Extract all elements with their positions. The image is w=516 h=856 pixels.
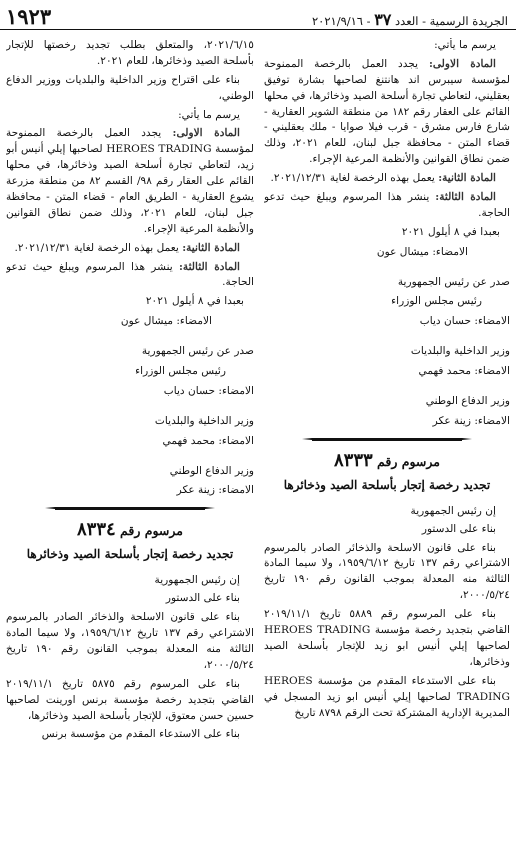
issue-number: ٣٧ bbox=[374, 10, 392, 29]
signature: الامضاء: حسان دياب bbox=[163, 384, 254, 397]
issued-by: صدر عن رئيس الجمهورية bbox=[397, 275, 510, 288]
decree-subject: تجديد رخصة إتجار بأسلحة الصيد وذخائرها bbox=[26, 547, 234, 562]
preamble-line: بناء على الدستور bbox=[165, 592, 240, 605]
signature: الامضاء: محمد فهمي bbox=[162, 434, 254, 447]
article-paragraph bbox=[6, 260, 254, 292]
article-paragraph bbox=[264, 57, 510, 168]
decree-clause: يرسم ما يأتي: bbox=[178, 108, 240, 121]
signature: الامضاء: محمد فهمي bbox=[418, 365, 510, 378]
header-title: الجريدة الرسمية - العدد ٣٧ - ٢٠٢١/٩/١٦ bbox=[311, 10, 508, 29]
section-divider bbox=[312, 438, 462, 441]
signatory-title: رئيس مجلس الوزراء bbox=[391, 295, 482, 308]
article-text: ينشر هذا المرسوم ويبلغ حيث تدعو الحاجة. bbox=[6, 260, 254, 289]
article-heading: المادة الثالثة: bbox=[435, 191, 496, 204]
article-text: يعمل بهذه الرخصة لغاية ٢٠٢١/١٢/٣١. bbox=[270, 172, 435, 185]
signature: الامضاء: حسان دياب bbox=[419, 315, 510, 328]
article-heading: المادة الاولى: bbox=[428, 57, 496, 70]
article-heading: المادة الثانية: bbox=[438, 172, 496, 185]
preamble-paragraph: بناء على الاستدعاء المقدم من مؤسسة HEROES TRADING لصاحبها إيلي أنيس ابو زيد المسجل في المديرية الإدارية المشتركة تحت الرقم ٨٧٩٨ تاريخ bbox=[264, 674, 510, 719]
preamble-paragraph: بناء على الاستدعاء المقدم من مؤسسة برنس bbox=[41, 728, 240, 741]
page-number: ١٩٢٣ bbox=[6, 4, 52, 29]
signature: الامضاء: زينة عكر bbox=[432, 414, 510, 427]
signatory-title: وزير الدفاع الوطني bbox=[169, 464, 254, 477]
preamble-paragraph: بناء على اقتراح وزير الداخلية والبلديات ووزير الدفاع الوطني، bbox=[6, 73, 254, 102]
article-paragraph bbox=[264, 171, 510, 187]
article-heading: المادة الثالثة: bbox=[179, 260, 240, 273]
signatory-title: وزير الداخلية والبلديات bbox=[410, 345, 510, 358]
place-date: بعبدا في ٨ أيلول ٢٠٢١ bbox=[145, 295, 244, 308]
article-paragraph bbox=[6, 241, 254, 257]
gazette-name: الجريدة الرسمية bbox=[429, 14, 508, 28]
signature: الامضاء: ميشال عون bbox=[376, 245, 468, 258]
preamble-paragraph: بناء على قانون الاسلحة والذخائر الصادر بالمرسوم الاشتراعي رقم ١٣٧ تاريخ ١٩٥٩/٦/١٢، ولا سيما المادة الثالثة منه المعدلة بموجب القانون رقم ١٩٠ تاريخ ٢٠٠٠/٥/٢٤، bbox=[6, 611, 254, 671]
article-paragraph bbox=[264, 190, 510, 222]
page-header bbox=[0, 0, 516, 30]
signatory-title: وزير الداخلية والبلديات bbox=[154, 414, 254, 427]
preamble-paragraph: بناء على قانون الاسلحة والذخائر الصادر بالمرسوم الاشتراعي رقم ١٣٧ تاريخ ١٩٥٩/٦/١٢، ولا سيما المادة الثالثة منه المعدلة بموجب القانون رقم ١٩٠ تاريخ ٢٠٠٠/٥/٢٤، bbox=[264, 541, 510, 602]
article-text: ينشر هذا المرسوم ويبلغ حيث تدعو الحاجة. bbox=[264, 191, 510, 219]
continued-paragraph: ٢٠٢١/٦/١٥، والمتعلق بطلب تجديد رخصتها للإتجار بأسلحة الصيد وذخائرها، للعام ٢٠٢١. bbox=[6, 39, 254, 67]
decree-label: مرسوم رقم bbox=[377, 453, 440, 469]
signatory-title: رئيس مجلس الوزراء bbox=[135, 365, 226, 378]
signature: الامضاء: ميشال عون bbox=[120, 315, 212, 328]
decree-heading bbox=[6, 516, 254, 543]
preamble-line: بناء على الدستور bbox=[421, 522, 496, 535]
decree-number: ٨٣٣٤ bbox=[77, 519, 116, 541]
place-date: بعبدا في ٨ أيلول ٢٠٢١ bbox=[401, 225, 500, 238]
issue-label: العدد bbox=[395, 14, 419, 28]
article-text: يجدد العمل بالرخصة الممنوحة لمؤسسة سيبرس اند هانتنغ لصاحبها بشارة توفيق بعقليني، لتعاطي تجارة أسلحة الصيد وذخائرها، في محلها القائم على العقار رقم ١٨٢ من منطقة الشوير العقارية - شارع فارس مشرق - قرب فيلا صوايا - ملك بعقليني - قضاء المتن - محافظة جبل لبنان، للعام ٢٠٢١، وذلك ضمن نطاق القوانين والأنظمة المرعية الإجراء. bbox=[264, 57, 510, 166]
article-paragraph bbox=[6, 126, 254, 237]
preamble-line: إن رئيس الجمهورية bbox=[154, 574, 240, 587]
signature: الامضاء: زينة عكر bbox=[176, 484, 254, 497]
preamble-line: إن رئيس الجمهورية bbox=[410, 504, 496, 517]
decree-subject: تجديد رخصة إتجار بأسلحة الصيد وذخائرها bbox=[283, 477, 491, 492]
decree-heading bbox=[264, 447, 510, 474]
decree-label: مرسوم رقم bbox=[120, 523, 183, 539]
article-heading: المادة الثانية: bbox=[182, 241, 240, 254]
decree-number: ٨٣٣٣ bbox=[334, 449, 373, 471]
left-column bbox=[6, 38, 254, 856]
preamble-paragraph: بناء على المرسوم رقم ٥٨٧٥ تاريخ ٢٠١٩/١١/١ القاضي بتجديد رخصة مؤسسة برنس اورينت لصاحبها حسين حسن معتوق، للإتجار بأسلحة الصيد وذخائرها، bbox=[6, 677, 254, 722]
right-column bbox=[264, 38, 510, 856]
article-text: يجدد العمل بالرخصة الممنوحة لمؤسسة HEROES TRADING لصاحبها إيلي أنيس أبو زيد، لتعاطي تجارة أسلحة الصيد وذخائرها، في محلها القائم على العقار رقم ٩٨/ القسم ٨٢ من منطقة مزرعة يشوع العقارية - الطريق العام - قضاء المتن - محافظة جبل لبنان، للعام ٢٠٢١، وذلك ضمن نطاق القوانين والأنظمة المرعية الإجراء. bbox=[6, 127, 254, 235]
article-text: يعمل بهذه الرخصة لغاية ٢٠٢١/١٢/٣١. bbox=[14, 241, 179, 254]
decree-clause: يرسم ما يأتي: bbox=[434, 39, 496, 51]
preamble-paragraph: بناء على المرسوم رقم ٥٨٨٩ تاريخ ٢٠١٩/١١/١ القاضي بتجديد رخصة مؤسسة HEROES TRADING لصاحبها إيلي أنيس ابو زيد للإتجار بأسلحة الصيد وذخائرها، bbox=[264, 608, 510, 668]
signatory-title: وزير الدفاع الوطني bbox=[425, 395, 510, 408]
article-heading: المادة الاولى: bbox=[172, 127, 240, 140]
issued-by: صدر عن رئيس الجمهورية bbox=[141, 345, 254, 358]
issue-date: ٢٠٢١/٩/١٦ bbox=[311, 14, 363, 28]
section-divider bbox=[55, 507, 205, 510]
